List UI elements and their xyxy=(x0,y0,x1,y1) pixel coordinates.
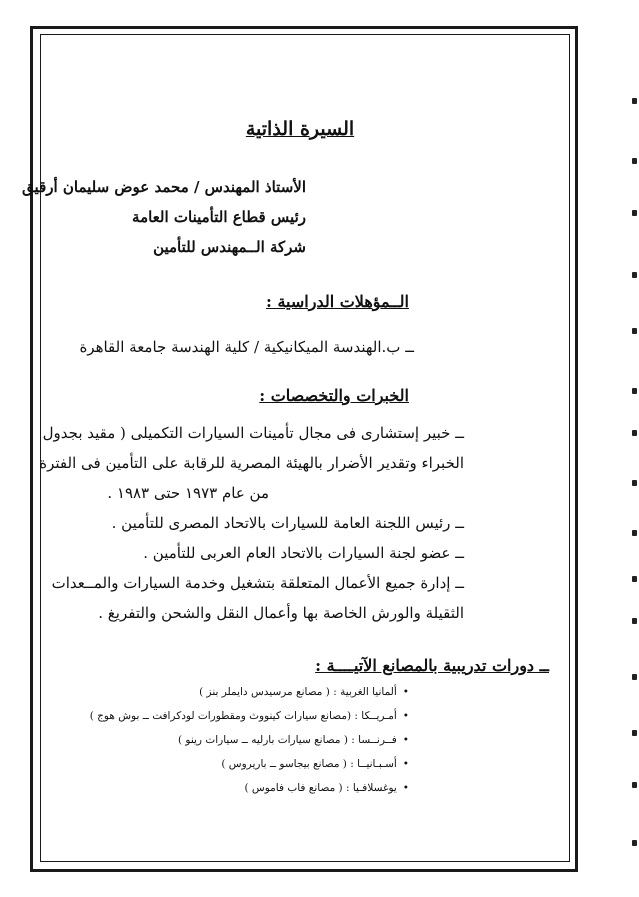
training-heading: ــ دورات تدريبية بالمصانع الآتيــــة : xyxy=(315,656,549,675)
training-item: • فــرنــسا : ( مصانع سيارات بارليه ــ سيارات رينو ) xyxy=(178,734,409,746)
page-title: السيرة الذاتية xyxy=(245,118,355,140)
person-name: الأستاذ المهندس / محمد عوض سليمان أرقيق xyxy=(22,178,306,196)
training-item: • يوغسلافـيا : ( مصانع فاب فاموس ) xyxy=(244,782,409,794)
experience-line: ــ عضو لجنة السيارات بالاتحاد العام العربى للتأمين . xyxy=(143,544,464,562)
person-position: رئيس قطاع التأمينات العامة xyxy=(132,208,306,226)
experience-line: ــ خبير إستشارى فى مجال تأمينات السيارات التكميلى ( مقيد بجدول xyxy=(42,424,464,442)
qualification-item: ــ ب.الهندسة الميكانيكية / كلية الهندسة جامعة القاهرة xyxy=(79,338,414,356)
experience-line: الثقيلة والورش الخاصة بها وأعمال النقل والشحن والتفريغ . xyxy=(98,604,464,622)
experience-line: ــ رئيس اللجنة العامة للسيارات بالاتحاد المصرى للتأمين . xyxy=(111,514,464,532)
experience-line: الخبراء وتقدير الأضرار بالهيئة المصرية للرقابة على التأمين فى الفترة xyxy=(39,454,464,472)
experience-line: من عام ١٩٧٣ حتى ١٩٨٣ . xyxy=(107,484,269,502)
person-company: شركة الــمهندس للتأمين xyxy=(153,238,306,256)
experience-line: ــ إدارة جميع الأعمال المتعلقة بتشغيل وخدمة السيارات والمــعدات xyxy=(51,574,464,592)
qualifications-heading: الــمؤهلات الدراسية : xyxy=(265,292,409,311)
training-item: • ألمانيا الغربية : ( مصانع مرسيدس دايملر بنز ) xyxy=(199,686,409,698)
experience-heading: الخبرات والتخصصات : xyxy=(259,386,409,405)
training-item: • أسـبـانيــا : ( مصانع بيجاسو ــ باريروس ) xyxy=(221,758,409,770)
training-item: • أمـريــكا : (مصانع سيارات كينووث ومقطورات لودكرافت ــ بوش هوج ) xyxy=(90,710,409,722)
scan-edge-marks xyxy=(629,10,637,890)
